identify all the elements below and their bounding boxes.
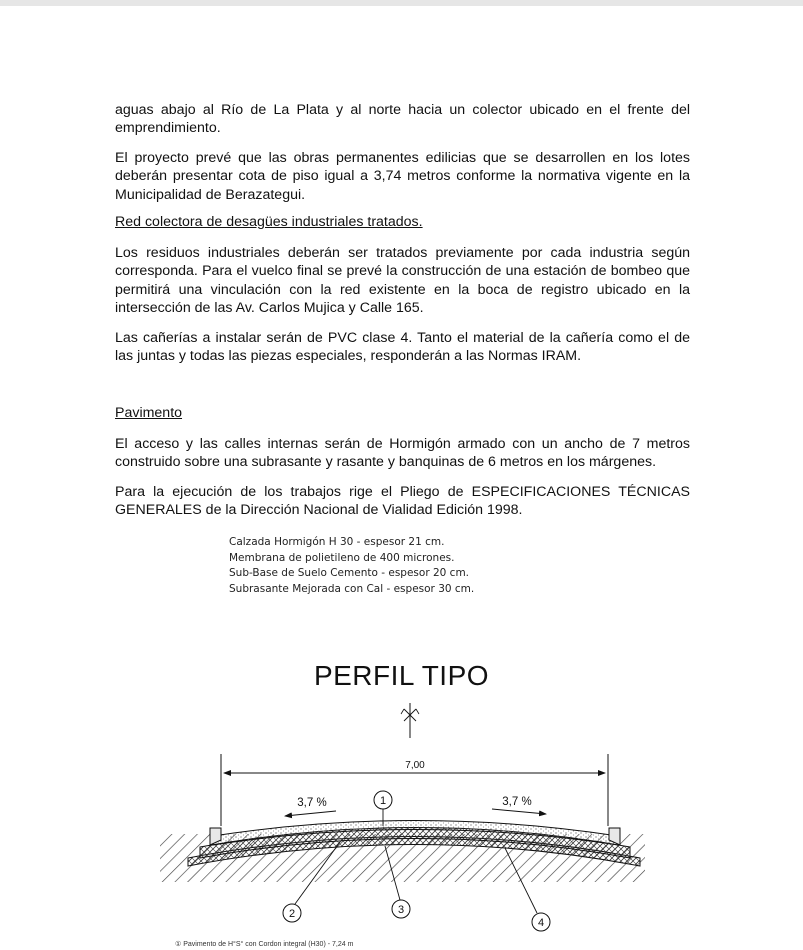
- paragraph-text: Para la ejecución de los trabajos rige el Pliego de ESPECIFICACIONES TÉCNICAS GENERALES de la Dirección Nacional de Vialidad Edición 1998.: [115, 484, 690, 519]
- paragraph-text: Los residuos industriales deberán ser tratados previamente por cada industria según corresponda. Para el vuelco final se prevé la construcción de una estación de bombeo que permitirá una vinculación con la red existente en la boca de registro ubicado en la intersección de las Av. Carlos Mujica y Calle 165.: [115, 245, 690, 317]
- slope-arrows: [285, 809, 546, 816]
- heading-industrial-network: Red colectora de desagües industriales tratados.: [115, 214, 423, 230]
- layer-note: Calzada Hormigón H 30 - espesor 21 cm.: [229, 536, 445, 548]
- paragraph-text: El proyecto prevé que las obras permanentes edilicias que se desarrollen en los lotes deberán presentar cota de piso igual a 3,74 metros conforme la normativa vigente en la Municipalidad de Berazategui.: [115, 150, 690, 203]
- layer-note: Membrana de polietileno de 400 micrones.: [229, 551, 455, 564]
- callout-number: 3: [397, 904, 405, 916]
- heading-pavement: Pavimento: [115, 405, 183, 421]
- layer-note: Sub-Base de Suelo Cemento - espesor 20 cm.: [229, 567, 470, 580]
- drawing-title: PERFIL TIPO: [313, 660, 490, 691]
- callout-number: 4: [537, 917, 545, 929]
- paragraph-text: Las cañerías a instalar serán de PVC clase 4. Tanto el material de la cañería como el de las juntas y todas las piezas especiales, responderán a las Normas IRAM.: [115, 330, 690, 365]
- slope-right-label: 3,7 %: [502, 796, 532, 808]
- width-label: 7,00: [405, 760, 425, 771]
- callout-number: 1: [379, 795, 387, 807]
- paragraph-text: El acceso y las calles internas serán de Hormigón armado con un ancho de 7 metros construido sobre una subrasante y rasante y banquinas de 6 metros en los márgenes.: [115, 436, 690, 471]
- axis-symbol: [401, 703, 419, 738]
- layer-note: Subrasante Mejorada con Cal - espesor 30 cm.: [229, 582, 475, 595]
- paragraph-text: aguas abajo al Río de La Plata y al norte hacia un colector ubicado en el frente del emprendimiento.: [115, 102, 690, 137]
- slope-left-label: 3,7 %: [297, 797, 327, 809]
- callout-number: 2: [288, 908, 296, 920]
- drawing-footnote: ① Pavimento de H°S° con Cordon integral (H30) - 7,24 m: [175, 941, 354, 948]
